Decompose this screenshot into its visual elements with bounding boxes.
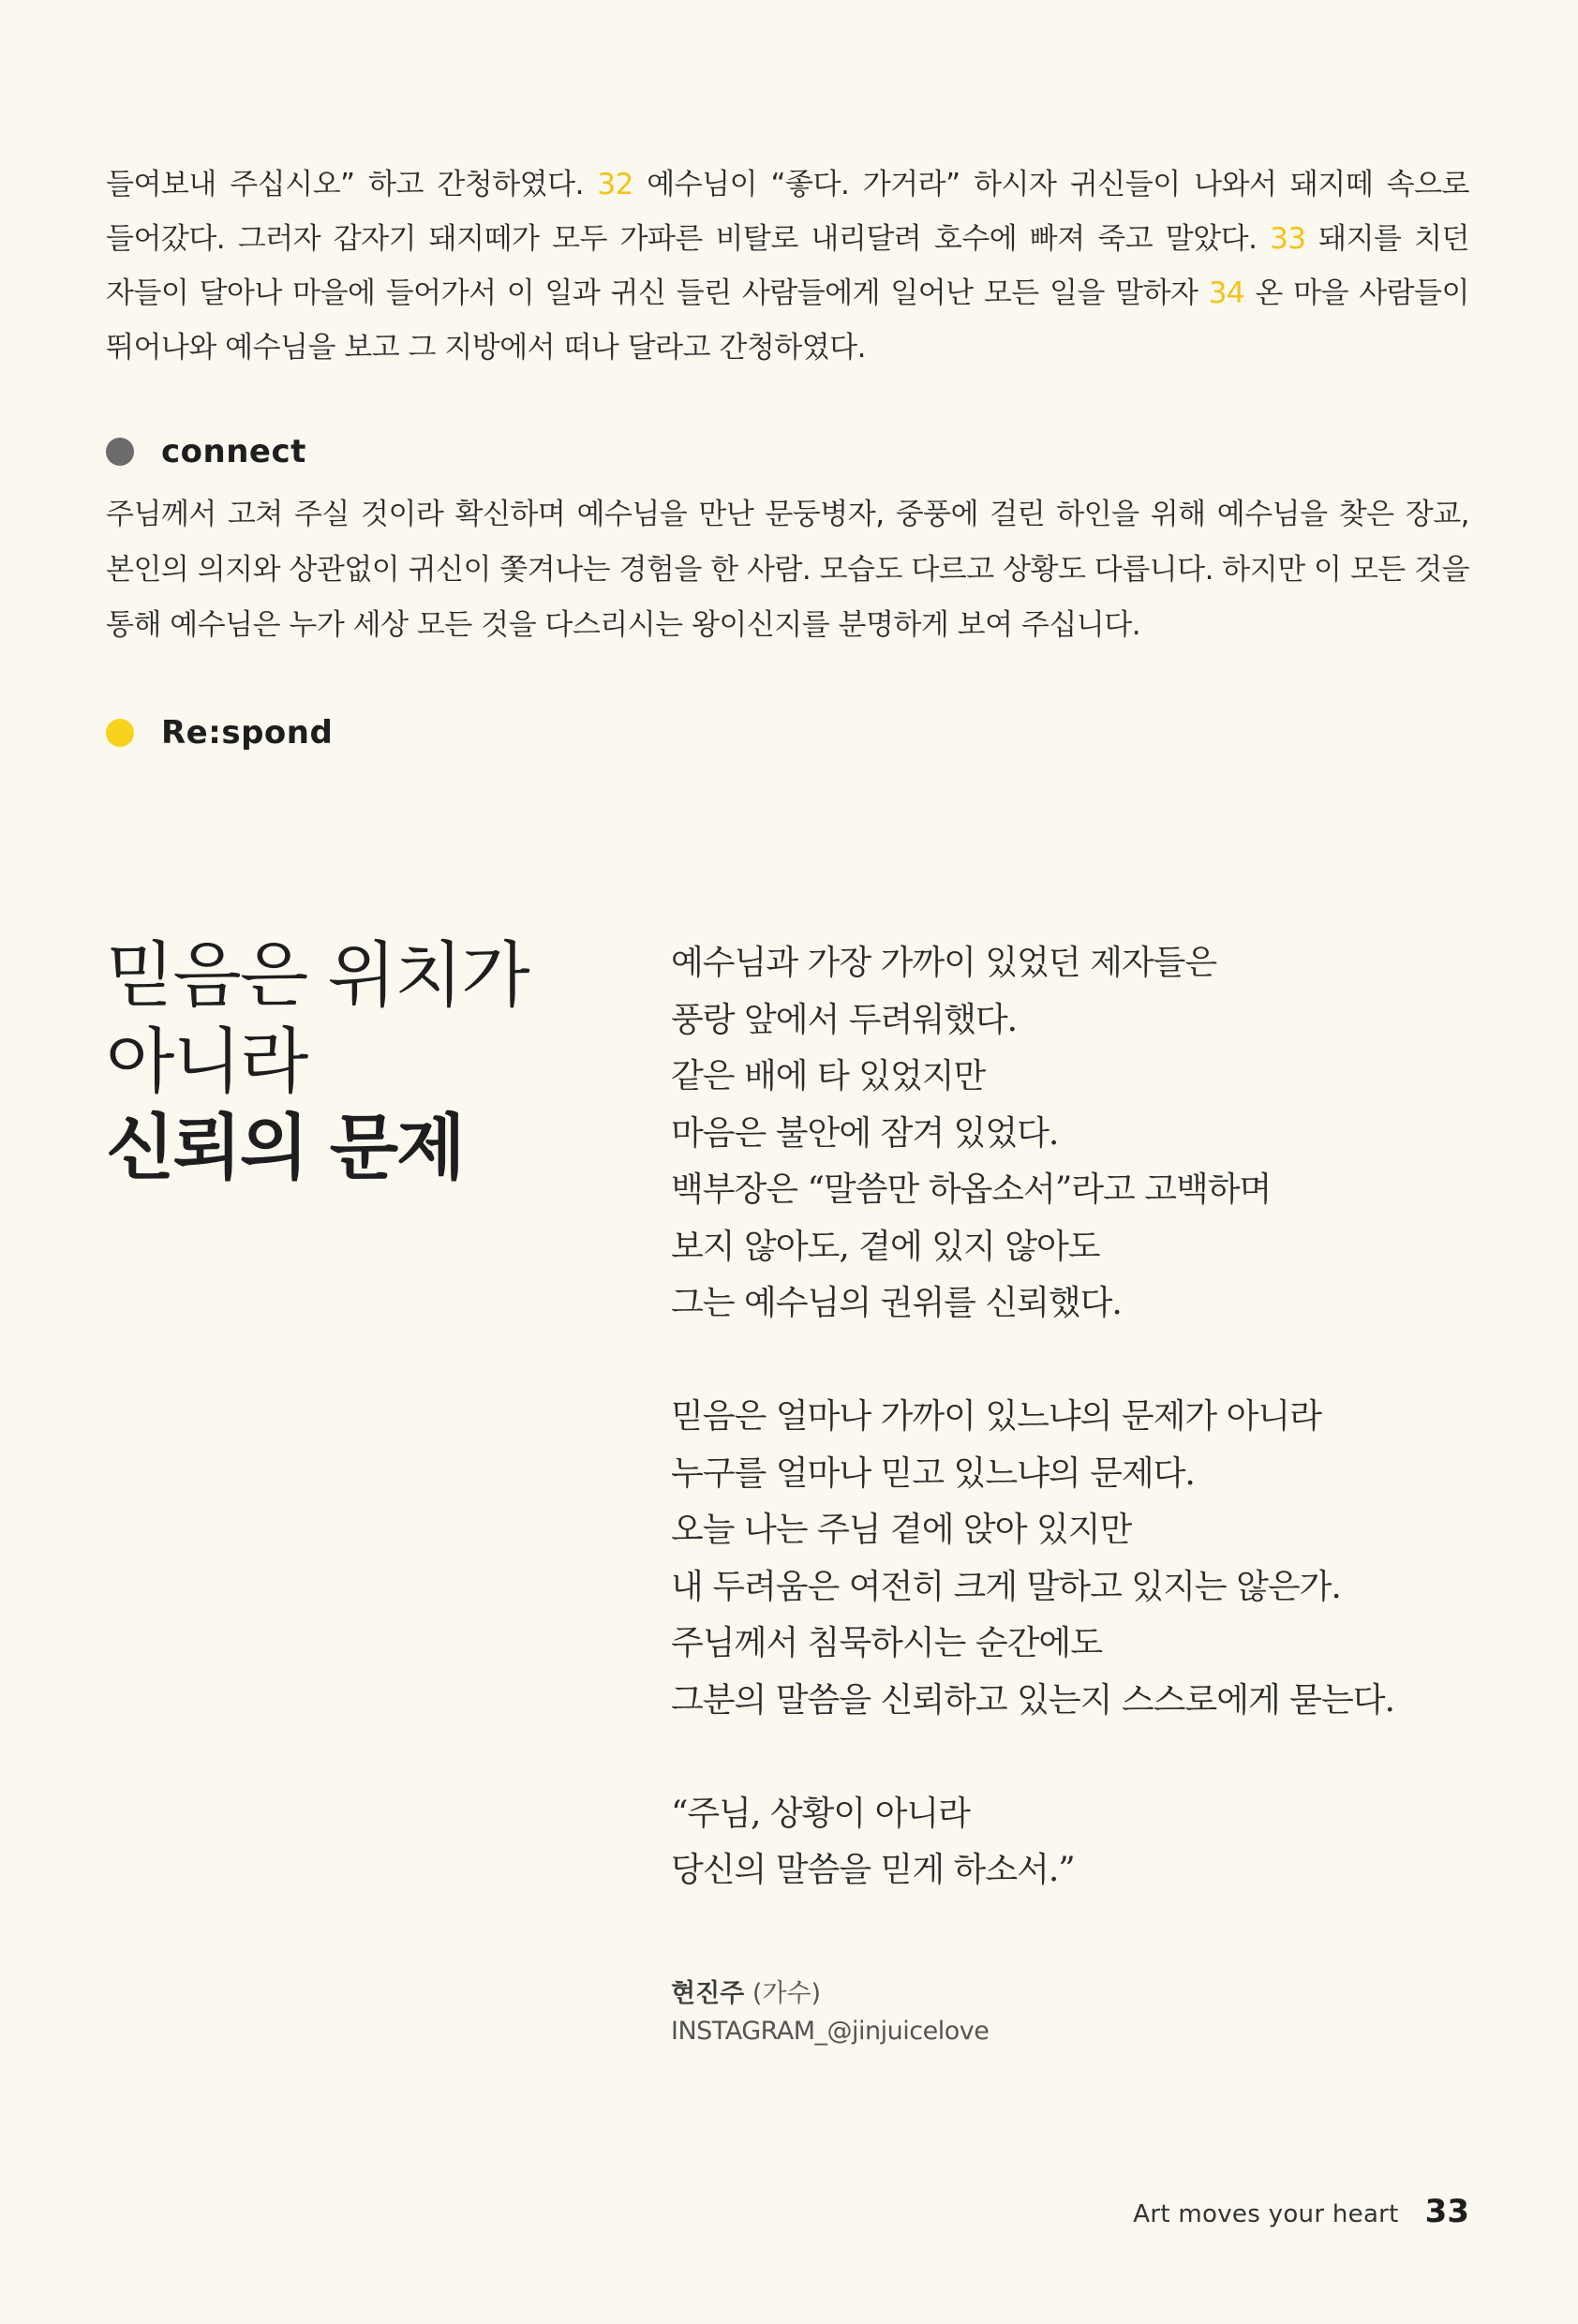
scripture-passage [106,157,1469,375]
author-name: 현진주 [671,1979,745,2008]
poem-line: 주님께서 침묵하시는 순간에도 [671,1624,1102,1662]
poem-line: 그분의 말씀을 신뢰하고 있는지 스스로에게 묻는다. [671,1680,1394,1720]
scripture-text: 온 마을 사람들이 뛰어나와 예수님을 보고 그 지방에서 떠나 달라고 간청하였다. [106,276,1469,365]
page-footer [1133,2193,1469,2230]
article-title [106,932,631,1191]
poem-line: 마음은 불안에 잠겨 있었다. [671,1113,1059,1153]
scripture-text: 들여보내 주십시오” 하고 간청하였다. [106,168,598,201]
poem-line: 풍랑 앞에서 두려워했다. [671,1000,1018,1039]
author-credit [671,1975,989,2050]
poem-line: 오늘 나는 주님 곁에 앉아 있지만 [671,1511,1132,1549]
poem-line: 백부장은 “말씀만 하옵소서”라고 고백하며 [671,1170,1272,1209]
poem-line: 당신의 말씀을 믿게 하소서.” [671,1851,1075,1889]
poem-line: 내 두려움은 여전히 크게 말하고 있지는 않은가. [671,1567,1341,1606]
poem-line: 같은 배에 타 있었지만 [671,1057,986,1095]
footer-tagline: Art moves your heart [1133,2200,1399,2228]
title-line-1: 믿음은 위치가 [106,933,528,1017]
connect-label: connect [161,433,306,470]
verse-number: 34 [1208,276,1245,310]
connect-body-text: 주님께서 고쳐 주실 것이라 확신하며 예수님을 만난 문둥병자, 중풍에 걸린 하인을 위해 예수님을 찾은 장교, 본인의 의지와 상관없이 귀신이 쫓겨나는 경험을 한 사람. 모습도 다르고 상황도 다릅니다. 하지만 이 모든 것을 통해 예수님은 누가 세상 모든 것을 다스리시는 왕이신지를 분명하게 보여 주십니다. [106,498,1469,642]
verse-number: 33 [1270,222,1306,256]
title-line-2: 아니라 [106,1020,307,1103]
scripture-text: 예수님이 “좋다. 가거라” 하시자 귀신들이 나와서 돼지떼 속으로 들어갔다. 그러자 갑자기 돼지떼가 모두 가파른 비탈로 내리달려 호수에 빠져 죽고 말았다. [106,168,1469,256]
page-number: 33 [1424,2193,1469,2230]
author-role: (가수) [744,1979,822,2008]
scripture-text: 돼지를 치던 자들이 달아나 마을에 들어가서 이 일과 귀신 들린 사람들에게 일어난 모든 일을 말하자 [106,222,1469,310]
poem-line: 누구를 얼마나 믿고 있느냐의 문제다. [671,1453,1195,1493]
author-instagram: INSTAGRAM_@jinjuicelove [671,2017,990,2046]
stanza-break [671,1333,1477,1390]
yellow-dot-icon [106,719,134,747]
gray-dot-icon [106,438,134,466]
poem [671,935,1477,1899]
poem-line: 보지 않아도, 곁에 있지 않아도 [671,1227,1100,1266]
stanza-break [671,1729,1477,1786]
respond-heading [106,714,333,752]
poem-line: “주님, 상황이 아니라 [671,1794,970,1833]
connect-heading [106,433,306,470]
poem-line: 예수님과 가장 가까이 있었던 제자들은 [671,944,1217,982]
title-line-3: 신뢰의 문제 [106,1106,464,1189]
poem-line: 믿음은 얼마나 가까이 있느냐의 문제가 아니라 [671,1397,1321,1436]
respond-label: Re:spond [161,714,334,752]
poem-line: 그는 예수님의 권위를 신뢰했다. [671,1284,1122,1322]
verse-number: 32 [597,168,633,201]
